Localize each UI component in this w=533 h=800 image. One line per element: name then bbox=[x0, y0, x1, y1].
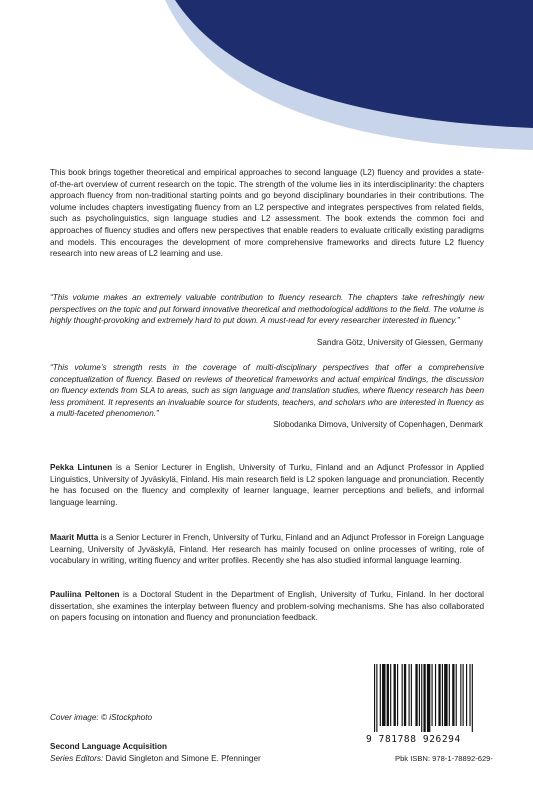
barcode-bar bbox=[442, 664, 443, 726]
isbn-barcode bbox=[372, 664, 522, 732]
barcode-bar bbox=[469, 664, 470, 726]
barcode-bar bbox=[432, 664, 433, 726]
series-title: Second Language Acquisition bbox=[50, 742, 168, 751]
endorsement-quote: “This volume makes an extremely valuable contribution to fluency research. The chapters take refreshingly new perspectives on the topic and put forward innovative theoretical and methodological additions to the field. The volume is highly thought-provoking and extremely hard to put down. A must-read for every researcher interested in fluency.” bbox=[50, 293, 484, 326]
author-name: Pauliina Peltonen bbox=[50, 590, 120, 599]
barcode-bar bbox=[435, 664, 436, 726]
decorative-header-shape bbox=[0, 0, 533, 150]
author-bio bbox=[50, 532, 484, 567]
barcode-bar bbox=[380, 664, 381, 726]
barcode-bar bbox=[415, 664, 417, 726]
barcode-bar bbox=[411, 664, 412, 726]
barcode-bar bbox=[472, 664, 473, 732]
barcode-bar bbox=[423, 664, 425, 732]
isbn-number: Pbk ISBN: 978-1-78892-629- bbox=[395, 754, 493, 763]
barcode-bar bbox=[376, 664, 377, 732]
barcode-bar bbox=[452, 664, 454, 726]
barcode-bar bbox=[444, 664, 447, 726]
barcode-bar bbox=[438, 664, 440, 726]
author-name: Maarit Mutta bbox=[50, 533, 99, 542]
barcode-bar bbox=[466, 664, 467, 726]
barcode-bar bbox=[463, 664, 464, 726]
barcode-bar bbox=[427, 664, 430, 732]
author-bio-text: is a Senior Lecturer in French, University of Turku, Finland and an Adjunct Professor in Foreign Language Learning, University of Jyväskylä, Finland. Her research has mainly focused on online processes of writing, role of vocabulary in writing, writing fluency and writer profiles. Recently she has also studied informal language learning. bbox=[50, 533, 484, 566]
barcode-bar bbox=[409, 664, 410, 726]
cover-image-credit: Cover image: © iStockphoto bbox=[50, 713, 153, 722]
author-bio-text: is a Senior Lecturer in English, University of Turku, Finland and an Adjunct Professor in Applied Linguistics, University of Jyväskylä, Finland. His main research field is L2 spoken language and pronunciation. Recently he has focused on the fluency and complexity of learner language, learner perceptions and beliefs, and informal language learning. bbox=[50, 463, 484, 507]
endorsement-attribution: Sandra Götz, University of Giessen, Germany bbox=[316, 338, 483, 347]
author-bio bbox=[50, 589, 484, 624]
barcode-bar bbox=[456, 664, 457, 726]
barcode-bar bbox=[460, 664, 461, 726]
author-name: Pekka Lintunen bbox=[50, 463, 113, 472]
series-editors-names: David Singleton and Simone E. Pfenninger bbox=[103, 754, 261, 763]
series-editors bbox=[50, 754, 261, 763]
barcode-bar bbox=[397, 664, 398, 726]
author-bio-text: is a Doctoral Student in the Department of English, University of Turku, Finland. In her doctoral dissertation, she examines the interplay between fluency and problem-solving mechanisms. She has also collaborated on papers focusing on intonation and fluency and pronunciation feedback. bbox=[50, 590, 484, 623]
barcode-bar bbox=[387, 664, 389, 726]
barcode-bar bbox=[449, 664, 450, 726]
barcode-bar bbox=[394, 664, 396, 726]
barcode-bar bbox=[419, 664, 420, 726]
barcode-bar bbox=[374, 664, 375, 732]
series-editors-label: Series Editors: bbox=[50, 754, 104, 763]
barcode-bar bbox=[390, 664, 391, 726]
barcode-bar bbox=[402, 664, 403, 726]
book-description: This book brings together theoretical and empirical approaches to second language (L2) fluency and provides a state-of-the-art overview of current research on the topic. The strength of the volume lies in its interdisciplinarity: the chapters approach fluency from non-traditional starting points and go beyond disciplinary boundaries in their contributions. The volume includes chapters investigating fluency from an L2 perspective and integrates perspectives from related fields, such as psycholinguistics, sign language studies and L2 assessment. The book extends the common foci and approaches of fluency studies and offers new perspectives that enable readers to evaluate critically existing paradigms and models. This encourages the development of more comprehensive frameworks and directs future L2 fluency research into new areas of L2 learning and use. bbox=[50, 168, 484, 259]
endorsement-attribution: Slobodanka Dimova, University of Copenhagen, Denmark bbox=[273, 420, 483, 429]
author-bio bbox=[50, 462, 484, 508]
barcode-bar bbox=[421, 664, 422, 732]
endorsement-quote: “This volume’s strength rests in the coverage of multi-disciplinary perspectives that offer a comprehensive conceptualization of fluency. Based on reviews of theoretical frameworks and actual empirical findings, the discussion on fluency extends from SLA to areas, such as sign language and translation studies, where fluency research has been less prominent. It represents an invaluable source for students, teachers, and scholars who are interested in fluency as a multi-faceted phenomenon.” bbox=[50, 363, 484, 419]
barcode-digits: 9 781788 926294 bbox=[366, 734, 461, 745]
barcode-bar bbox=[382, 664, 385, 726]
barcode-bar bbox=[404, 664, 406, 726]
